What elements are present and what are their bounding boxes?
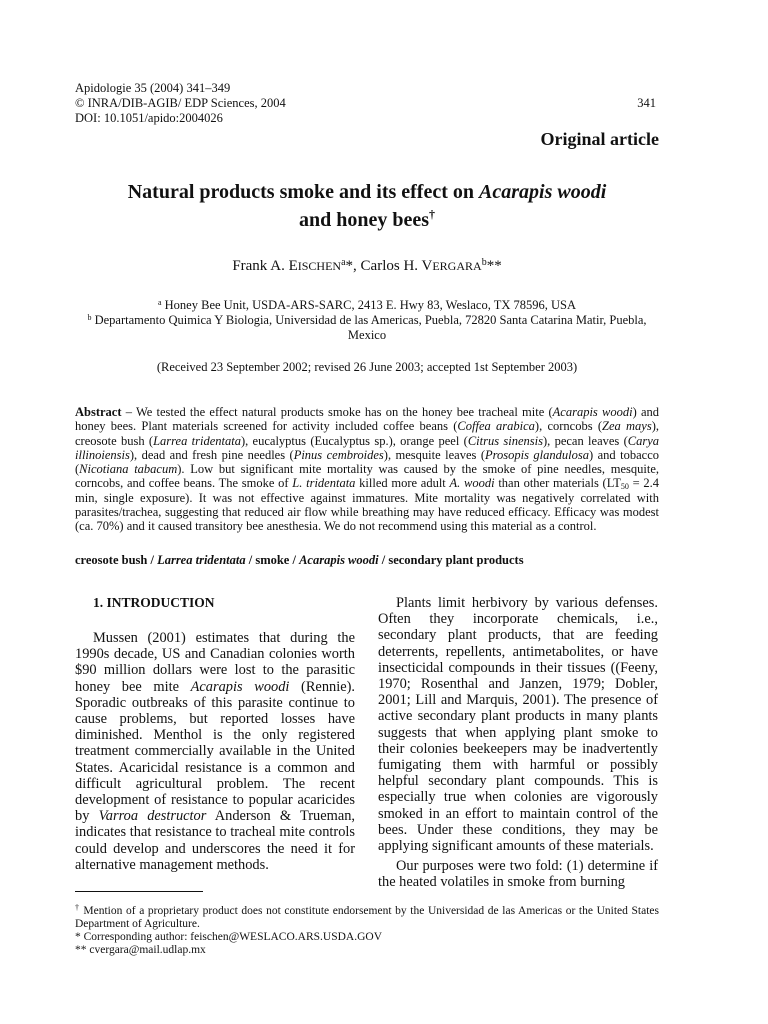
footnote-dagger: † Mention of a proprietary product does not constitute endorsement by the Universidad de las Americas or the United States Department of Agriculture.	[75, 903, 659, 930]
footnote-second-author: ** cvergara@mail.udlap.mx	[75, 944, 206, 956]
author-list: Frank A. EISCHEN$^a$*, Carlos H. VERGARA$^b$**	[232, 257, 502, 274]
body-column-right	[378, 595, 658, 891]
article-type: Original article	[540, 129, 659, 149]
intro-paragraph-2: Plants limit herbivory by various defenses. Often they incorporate chemicals, i.e., secondary plant products, that are feeding deterrents, repellents, antimetabolites, or have insecticidal compounds in their tissues ((Feeny, 1970; Rosenthal and Janzen, 1979; Dobler, 2001; Lill and Marquis, 2001). The presence of active secondary plant products in many plants suggests that when applying plant smoke to their colonies beekeepers may be inadvertently fumigating them with harmful or possibly helpful secondary plant compounds. This is especially true when colonies are vigorously smoked in an effort to maintain control of the bees. Under these conditions, they may be applying significant amounts of these materials.	[378, 595, 658, 855]
abstract-label: Abstract	[75, 405, 122, 419]
journal-copyright: © INRA/DIB-AGIB/ EDP Sciences, 2004	[75, 96, 286, 110]
page-number: 341	[637, 96, 656, 110]
affiliation-b: $^b$ Departamento Quimica Y Biologia, Universidad de las Americas, Puebla, 72820 Santa Catarina Matir, Puebla, Mexico	[87, 313, 647, 342]
footnotes	[75, 905, 659, 957]
abstract: Abstract – We tested the effect natural products smoke has on the honey bee tracheal mite (Acarapis woodi) and honey bees. Plant materials screened for activity included coffee beans (Coffea arabica), corncobs (Zea mays), creosote bush (Larrea tridentata), eucalyptus (Eucalyptus sp.), orange peel (Citrus sinensis), pecan leaves (Carya illinoiensis), dead and fresh pine needles (Pinus cembroides), mesquite leaves (Prosopis glandulosa) and tobacco (Nicotiana tabacum). Low but significant mite mortality was caused by the smoke of pine needles, mesquite, corncobs, and coffee beans. The smoke of L. tridentata killed more adult A. woodi than other materials ($LT_{50} = 2.4$ min, single exposure). It was not effective against immatures. Mite mortality was negatively correlated with parasites/trachea, suggesting that reduced air flow while breathing may have reduced efficacy. Efficacy was modest (ca. 70%) and it caused transitory bee anesthesia. We do not recommend using this material as a control.	[75, 405, 660, 534]
intro-paragraph-1: Mussen (2001) estimates that during the 1990s decade, US and Canadian colonies worth $90 million dollars were lost to the parasitic honey bee mite Acarapis woodi (Rennie). Sporadic outbreaks of this parasite continue to cause problems, but reported losses have diminished. Menthol is the only registered treatment commercially available in the United States. Acaricidal resistance is a common and difficult agricultural problem. The recent development of resistance to popular acaricides by Varroa destructor Anderson & Trueman, indicates that resistance to tracheal mite controls could develop and underscores the need it for alternative management methods.	[75, 630, 356, 873]
affiliations	[75, 298, 659, 343]
footnote-corresponding-author: * Corresponding author: feischen@WESLACO.ARS.USDA.GOV	[75, 931, 383, 943]
footnote-divider	[75, 891, 203, 892]
journal-header	[75, 81, 659, 126]
affiliation-a: $^a$ Honey Bee Unit, USDA-ARS-SARC, 2413 E. Hwy 83, Weslaco, TX 78596, USA	[157, 298, 577, 312]
title-dagger: †	[429, 207, 436, 221]
body-column-left	[75, 595, 355, 873]
journal-citation: Apidologie 35 (2004) 341–349	[75, 81, 231, 95]
article-page	[75, 0, 659, 1024]
keywords: creosote bush / Larrea tridentata / smoke / Acarapis woodi / secondary plant products	[75, 553, 524, 567]
journal-doi: DOI: 10.1051/apido:2004026	[75, 111, 223, 125]
article-title: Natural products smoke and its effect on Acarapis woodi and honey bees†	[127, 181, 607, 231]
section-heading-introduction: 1. INTRODUCTION	[93, 595, 215, 610]
received-dates: (Received 23 September 2002; revised 26 June 2003; accepted 1st September 2003)	[156, 360, 578, 374]
intro-paragraph-3: Our purposes were two fold: (1) determine if the heated volatiles in smoke from burning	[378, 858, 658, 891]
